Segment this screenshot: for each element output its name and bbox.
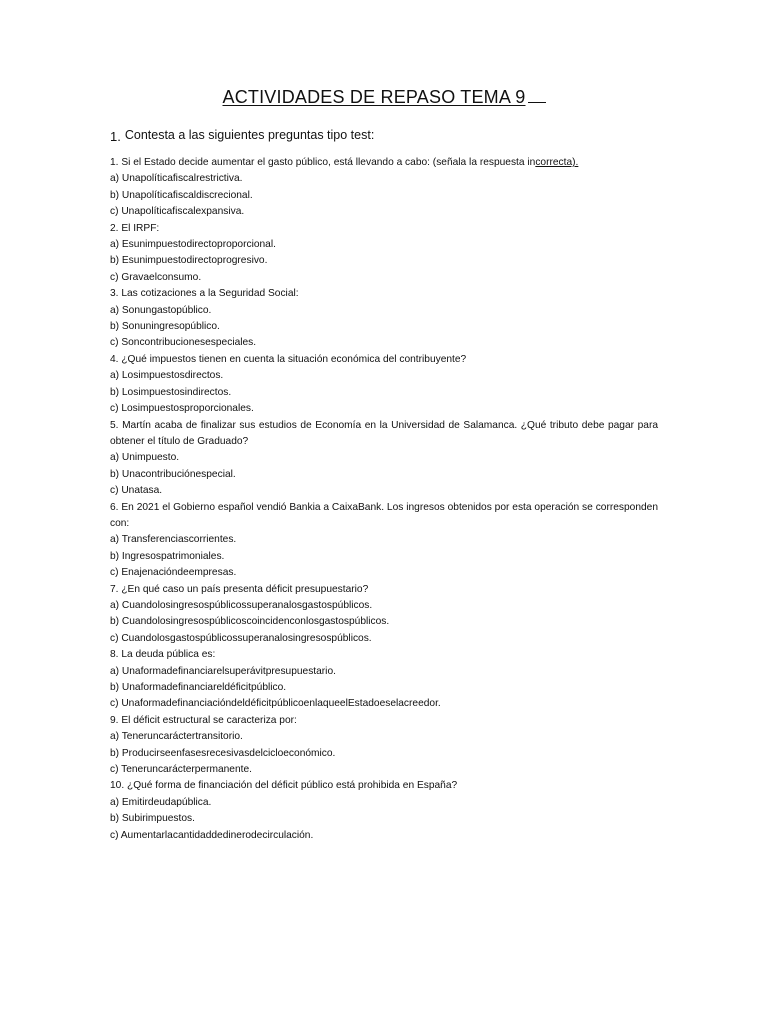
answer-option: c) UnaformadefinanciacióndeldéficitpúblicoenlaqueelEstadoeselacreedor. — [110, 698, 441, 710]
question-line: 3. Las cotizaciones a la Seguridad Social: — [110, 288, 299, 300]
title-text: ACTIVIDADES DE REPASO TEMA 9 — [222, 87, 526, 107]
answer-option: c) Losimpuestosproporcionales. — [110, 403, 254, 415]
answer-option: c) Teneruncarácterpermanente. — [110, 764, 252, 776]
answer-option: c) Gravaelconsumo. — [110, 271, 202, 283]
answer-option: a) Esunimpuestodirectoproporcional. — [110, 239, 276, 251]
answer-option: c) Aumentarlacantidaddedinerodecirculación. — [110, 829, 314, 841]
answer-option: b) Losimpuestosindirectos. — [110, 386, 232, 398]
answer-option: b) Sonuningresopúblico. — [110, 321, 220, 333]
question-line: 2. El IRPF: — [110, 222, 160, 234]
answer-option: a) Unaformadefinanciarelsuperávitpresupuestario. — [110, 665, 336, 677]
page-title — [0, 86, 768, 108]
answer-option: c) Unapolíticafiscalexpansiva. — [110, 206, 245, 218]
question-list — [110, 155, 658, 844]
answer-option: b) Ingresospatrimoniales. — [110, 550, 225, 562]
answer-option: b) Cuandolosingresospúblicoscoincidenconlosgastospúblicos. — [110, 616, 390, 628]
answer-option: a) Sonungastopúblico. — [110, 304, 212, 316]
answer-option: a) Cuandolosingresospúblicossuperanalosgastospúblicos. — [110, 599, 373, 611]
answer-option: b) Producirseenfasesrecesivasdelcicloeconómico. — [110, 747, 336, 759]
answer-option: a) Teneruncaráctertransitorio. — [110, 731, 243, 743]
answer-option: a) Emitirdeudapública. — [110, 796, 212, 808]
answer-option: c) Unatasa. — [110, 485, 163, 497]
instruction-text: Contesta a las siguientes preguntas tipo test: — [124, 128, 375, 142]
question-line: 10. ¿Qué forma de financiación del déficit público está prohibida en España? — [110, 780, 458, 792]
question-line: 6. En 2021 el Gobierno español vendió Bankia a CaixaBank. Los ingresos obtenidos por esta operación se corresponden con: — [110, 501, 658, 529]
answer-option: b) Unacontribuciónespecial. — [110, 468, 236, 480]
question-lines — [110, 171, 658, 844]
question-1 — [110, 155, 658, 171]
question-1-underlined: correcta). — [535, 157, 579, 168]
answer-option: b) Esunimpuestodirectoprogresivo. — [110, 255, 268, 267]
answer-option: a) Unapolíticafiscalrestrictiva. — [110, 173, 243, 185]
answer-option: c) Cuandolosgastospúblicossuperanalosingresospúblicos. — [110, 632, 372, 644]
question-1-text: 1. Si el Estado decide aumentar el gasto público, está llevando a cabo: (señala la respuesta in — [110, 157, 536, 168]
instruction — [110, 127, 374, 142]
answer-option: b) Unaformadefinanciareldéficitpúblico. — [110, 682, 287, 693]
title-underline-gap — [528, 86, 546, 103]
answer-option: b) Unapolíticafiscaldiscrecional. — [110, 189, 253, 201]
answer-option: c) Soncontribucionesespeciales. — [110, 337, 257, 349]
question-line: 8. La deuda pública es: — [110, 649, 216, 661]
answer-option: b) Subirimpuestos. — [110, 813, 195, 825]
answer-option: a) Transferenciascorrientes. — [110, 534, 237, 546]
answer-option: c) Enajenacióndeempresas. — [110, 567, 237, 579]
question-line: 4. ¿Qué impuestos tienen en cuenta la situación económica del contribuyente? — [110, 353, 467, 365]
answer-option: a) Losimpuestosdirectos. — [110, 370, 224, 382]
question-line: 5. Martín acaba de finalizar sus estudios de Economía en la Universidad de Salamanca. ¿Qué tributo debe pagar para obtener el título de Graduado? — [110, 419, 658, 447]
instruction-number: 1. — [110, 129, 121, 144]
answer-option: a) Unimpuesto. — [110, 452, 180, 464]
question-line: 9. El déficit estructural se caracteriza por: — [110, 714, 297, 726]
question-line: 7. ¿En qué caso un país presenta déficit presupuestario? — [110, 583, 369, 595]
